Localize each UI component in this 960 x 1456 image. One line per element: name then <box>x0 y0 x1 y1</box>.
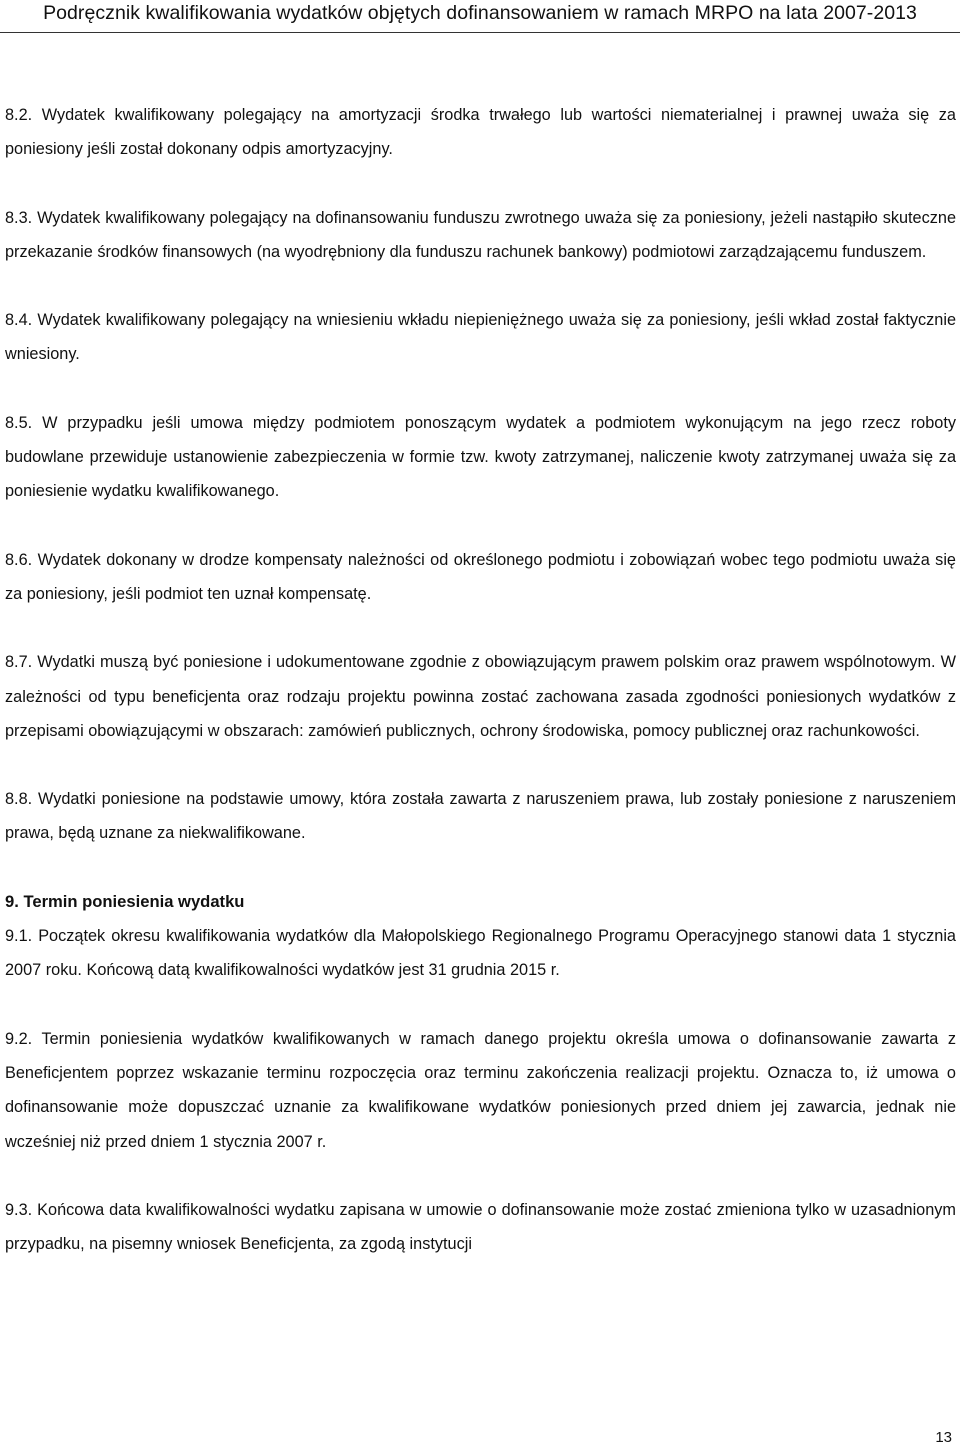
page-number: 13 <box>935 1429 952 1446</box>
section-9-heading: 9. Termin poniesienia wydatku <box>5 891 245 911</box>
document-body <box>5 98 956 1295</box>
paragraph-8-3: 8.3. Wydatek kwalifikowany polegający na dofinansowaniu funduszu zwrotnego uważa się za poniesiony, jeżeli nastąpiło skuteczne przekazanie środków finansowych (na wyodrębniony dla funduszu rachunek bankowy) podmiotowi zarządzającemu funduszem. <box>5 208 956 261</box>
paragraph-9-1: 9.1. Początek okresu kwalifikowania wydatków dla Małopolskiego Regionalnego Programu Operacyjnego stanowi data 1 stycznia 2007 roku. Końcową datą kwalifikowalności wydatków jest 31 grudnia 2015 r. <box>5 927 956 980</box>
paragraph-9-3: 9.3. Końcowa data kwalifikowalności wydatku zapisana w umowie o dofinansowanie może zostać zmieniona tylko w uzasadnionym przypadku, na pisemny wniosek Beneficjenta, za zgodą instytucji <box>5 1200 956 1254</box>
paragraph-8-8: 8.8. Wydatki poniesione na podstawie umowy, która została zawarta z naruszeniem prawa, lub zostały poniesione z naruszeniem prawa, będą uznane za niekwalifikowane. <box>5 790 956 843</box>
paragraph-8-6: 8.6. Wydatek dokonany w drodze kompensaty należności od określonego podmiotu i zobowiązań wobec tego podmiotu uważa się za poniesiony, jeśli podmiot ten uznał kompensatę. <box>5 550 956 603</box>
paragraph-8-5: 8.5. W przypadku jeśli umowa między podmiotem ponoszącym wydatek a podmiotem wykonującym na jego rzecz roboty budowlane przewiduje ustanowienie zabezpieczenia w formie tzw. kwoty zatrzymanej, naliczenie kwoty zatrzymanej uważa się za poniesienie wydatku kwalifikowanego. <box>5 413 956 501</box>
paragraph-8-4: 8.4. Wydatek kwalifikowany polegający na wniesieniu wkładu niepieniężnego uważa się za poniesiony, jeśli wkład został faktycznie wniesiony. <box>5 311 956 364</box>
paragraph-8-7: 8.7. Wydatki muszą być poniesione i udokumentowane zgodnie z obowiązującym prawem polskim oraz prawem wspólnotowym. W zależności od typu beneficjenta oraz rodzaju projektu powinna zostać zachowana zasada zgodności poniesionych wydatków z przepisami obowiązującymi w obszarach: zamówień publicznych, ochrony środowiska, pomocy publicznej oraz rachunkowości. <box>5 653 956 740</box>
document-header: Podręcznik kwalifikowania wydatków objętych dofinansowaniem w ramach MRPO na lata 2007-2013 <box>43 2 917 24</box>
paragraph-9-2: 9.2. Termin poniesienia wydatków kwalifikowanych w ramach danego projektu określa umowa o dofinansowanie zawarta z Beneficjentem poprzez wskazanie terminu rozpoczęcia oraz terminu zakończenia realizacji projektu. Oznacza to, iż umowa o dofinansowanie może dopuszczać uznanie za kwalifikowane wydatków poniesionych przed dniem jej zawarcia, jednak nie wcześniej niż przed dniem 1 stycznia 2007 r. <box>5 1029 956 1151</box>
paragraph-8-2: 8.2. Wydatek kwalifikowany polegający na amortyzacji środka trwałego lub wartości niematerialnej i prawnej uważa się za poniesiony jeśli został dokonany odpis amortyzacyjny. <box>5 106 956 159</box>
header-divider <box>0 32 960 33</box>
